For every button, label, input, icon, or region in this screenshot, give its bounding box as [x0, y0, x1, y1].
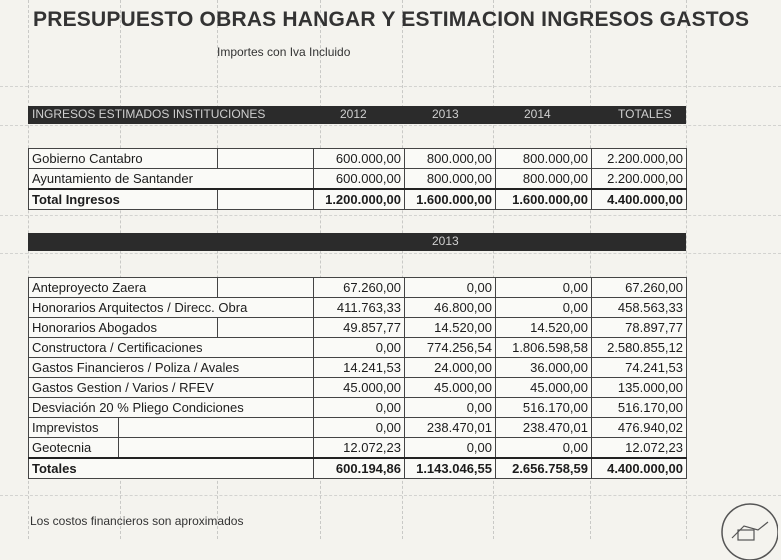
ingresos-header-band: [28, 106, 686, 124]
value-2013: 14.520,00: [405, 318, 496, 338]
value-2013: 800.000,00: [405, 149, 496, 169]
value-2014: 238.470,01: [496, 418, 592, 438]
table-row: [29, 418, 687, 438]
value-2013: 774.256,54: [405, 338, 496, 358]
value-2012: 1.200.000,00: [314, 189, 405, 210]
value-2013: 0,00: [405, 438, 496, 459]
table-row: [29, 149, 687, 169]
value-2014: 0,00: [496, 438, 592, 459]
table-row: [29, 398, 687, 418]
row-label: Desviación 20 % Pliego Condiciones: [29, 398, 314, 418]
value-total: 2.200.000,00: [592, 149, 687, 169]
value-total: 476.940,02: [592, 418, 687, 438]
value-2012: 49.857,77: [314, 318, 405, 338]
row-label: Anteproyecto Zaera: [29, 278, 218, 298]
value-2012: 0,00: [314, 398, 405, 418]
value-total: 2.580.855,12: [592, 338, 687, 358]
table-row: [29, 378, 687, 398]
document-subtitle: Importes con Iva Incluido: [217, 45, 351, 59]
value-2012: 0,00: [314, 418, 405, 438]
value-2013: 0,00: [405, 398, 496, 418]
value-2012: 67.260,00: [314, 278, 405, 298]
table-row: [29, 169, 687, 190]
row-label: Ayuntamiento de Santander: [29, 169, 314, 190]
value-total: 4.400.000,00: [592, 458, 687, 479]
value-total: 74.241,53: [592, 358, 687, 378]
ingresos-table: [28, 148, 687, 210]
value-2012: 600.000,00: [314, 169, 405, 190]
row-label: Gastos Financieros / Poliza / Avales: [29, 358, 314, 378]
value-total: 135.000,00: [592, 378, 687, 398]
value-2012: 12.072,23: [314, 438, 405, 459]
table-row: [29, 438, 687, 459]
value-2013: 24.000,00: [405, 358, 496, 378]
table-row: [29, 358, 687, 378]
value-2013: 238.470,01: [405, 418, 496, 438]
value-2012: 0,00: [314, 338, 405, 358]
value-2014: 516.170,00: [496, 398, 592, 418]
table-row: [29, 318, 687, 338]
value-2014: 0,00: [496, 278, 592, 298]
ingresos-header-total: TOTALES: [618, 107, 672, 121]
value-total: 78.897,77: [592, 318, 687, 338]
value-2014: 45.000,00: [496, 378, 592, 398]
value-2013: 45.000,00: [405, 378, 496, 398]
value-2012: 14.241,53: [314, 358, 405, 378]
value-2014: 14.520,00: [496, 318, 592, 338]
totals-row: [29, 458, 687, 479]
value-2014: 800.000,00: [496, 149, 592, 169]
row-label: Gastos Gestion / Varios / RFEV: [29, 378, 314, 398]
row-label: Honorarios Arquitectos / Direcc. Obra: [29, 298, 314, 318]
value-2012: 600.000,00: [314, 149, 405, 169]
value-2014: 1.600.000,00: [496, 189, 592, 210]
value-total: 67.260,00: [592, 278, 687, 298]
row-label: Totales: [29, 458, 314, 479]
footer-note: Los costos financieros son aproximados: [30, 514, 244, 528]
value-2013: 0,00: [405, 278, 496, 298]
value-2014: 800.000,00: [496, 169, 592, 190]
row-label: Constructora / Certificaciones: [29, 338, 314, 358]
ingresos-header-year-2: 2013: [432, 107, 459, 121]
table-row: [29, 278, 687, 298]
value-2013: 46.800,00: [405, 298, 496, 318]
ingresos-header-year-1: 2012: [340, 107, 367, 121]
row-label: Geotecnia: [29, 438, 119, 459]
row-label: Honorarios Abogados: [29, 318, 218, 338]
ingresos-header-year-3: 2014: [524, 107, 551, 121]
value-2012: 600.194,86: [314, 458, 405, 479]
value-total: 458.563,33: [592, 298, 687, 318]
table-row: [29, 338, 687, 358]
value-2013: 1.600.000,00: [405, 189, 496, 210]
table-row: [29, 298, 687, 318]
value-total: 516.170,00: [592, 398, 687, 418]
value-2014: 36.000,00: [496, 358, 592, 378]
row-label: Imprevistos: [29, 418, 119, 438]
gastos-header-year-2: 2013: [432, 234, 459, 248]
seal-stamp-icon: [718, 500, 778, 560]
document-title: PRESUPUESTO OBRAS HANGAR Y ESTIMACION INGRESOS GASTOS: [33, 8, 750, 31]
value-2014: 1.806.598,58: [496, 338, 592, 358]
value-total: 4.400.000,00: [592, 189, 687, 210]
totals-row: [29, 189, 687, 210]
gastos-header-band: [28, 233, 686, 251]
value-2014: 0,00: [496, 298, 592, 318]
value-2013: 800.000,00: [405, 169, 496, 190]
value-2014: 2.656.758,59: [496, 458, 592, 479]
value-total: 12.072,23: [592, 438, 687, 459]
gastos-table: [28, 277, 687, 479]
value-total: 2.200.000,00: [592, 169, 687, 190]
row-label: Gobierno Cantabro: [29, 149, 218, 169]
value-2012: 45.000,00: [314, 378, 405, 398]
row-label: Total Ingresos: [29, 189, 218, 210]
ingresos-header-label: INGRESOS ESTIMADOS INSTITUCIONES: [32, 107, 266, 121]
value-2012: 411.763,33: [314, 298, 405, 318]
value-2013: 1.143.046,55: [405, 458, 496, 479]
